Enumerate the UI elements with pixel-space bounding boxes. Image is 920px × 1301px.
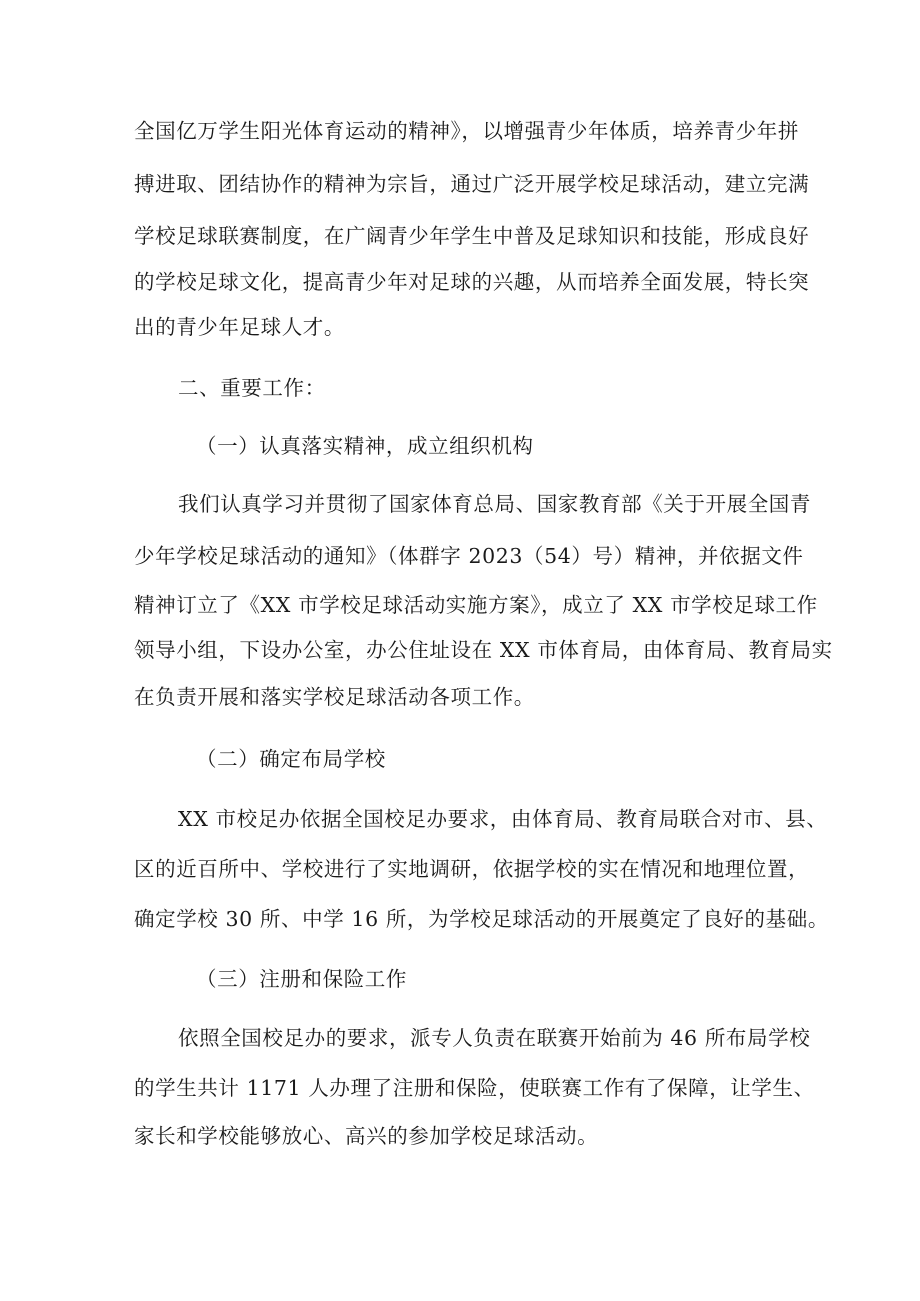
subsection-3-heading: （三）注册和保险工作: [196, 967, 407, 991]
subsection-3-line-3: 家长和学校能够放心、高兴的参加学校足球活动。: [134, 1124, 599, 1148]
intro-line-2: 搏进取、团结协作的精神为宗旨，通过广泛开展学校足球活动，建立完满: [134, 172, 810, 196]
intro-line-3: 学校足球联赛制度，在广阔青少年学生中普及足球知识和技能，形成良好: [134, 224, 810, 248]
subsection-1-line-5: 在负责开展和落实学校足球活动各项工作。: [134, 685, 535, 709]
subsection-1-heading: （一）认真落实精神，成立组织机构: [196, 434, 534, 458]
subsection-3-line-1: 依照全国校足办的要求，派专人负责在联赛开始前为 46 所布局学校: [178, 1026, 811, 1050]
subsection-1-line-2: 少年学校足球活动的通知》（体群字 2023（54）号）精神，并依据文件: [134, 544, 804, 568]
subsection-2-line-3: 确定学校 30 所、中学 16 所，为学校足球活动的开展奠定了良好的基础。: [134, 907, 829, 931]
subsection-1-line-1: 我们认真学习并贯彻了国家体育总局、国家教育部《关于开展全国青: [178, 492, 811, 516]
subsection-2-heading: （二）确定布局学校: [196, 747, 386, 771]
subsection-2-line-2: 区的近百所中、学校进行了实地调研，依据学校的实在情况和地理位置，: [134, 857, 810, 881]
intro-line-5: 出的青少年足球人才。: [134, 315, 345, 339]
intro-line-1: 全国亿万学生阳光体育运动的精神》，以增强青少年体质，培养青少年拼: [134, 119, 799, 143]
section-heading: 二、重要工作：: [178, 376, 326, 400]
intro-line-4: 的学校足球文化，提高青少年对足球的兴趣，从而培养全面发展，特长突: [134, 270, 810, 294]
subsection-3-line-2: 的学生共计 1171 人办理了注册和保险，使联赛工作有了保障，让学生、: [134, 1076, 815, 1100]
subsection-1-line-3: 精神订立了《XX 市学校足球活动实施方案》，成立了 XX 市学校足球工作: [134, 593, 818, 617]
subsection-2-line-1: XX 市校足办依据全国校足办要求，由体育局、教育局联合对市、县、: [178, 807, 828, 831]
subsection-1-line-4: 领导小组，下设办公室，办公住址设在 XX 市体育局，由体育局、教育局实: [134, 638, 833, 662]
